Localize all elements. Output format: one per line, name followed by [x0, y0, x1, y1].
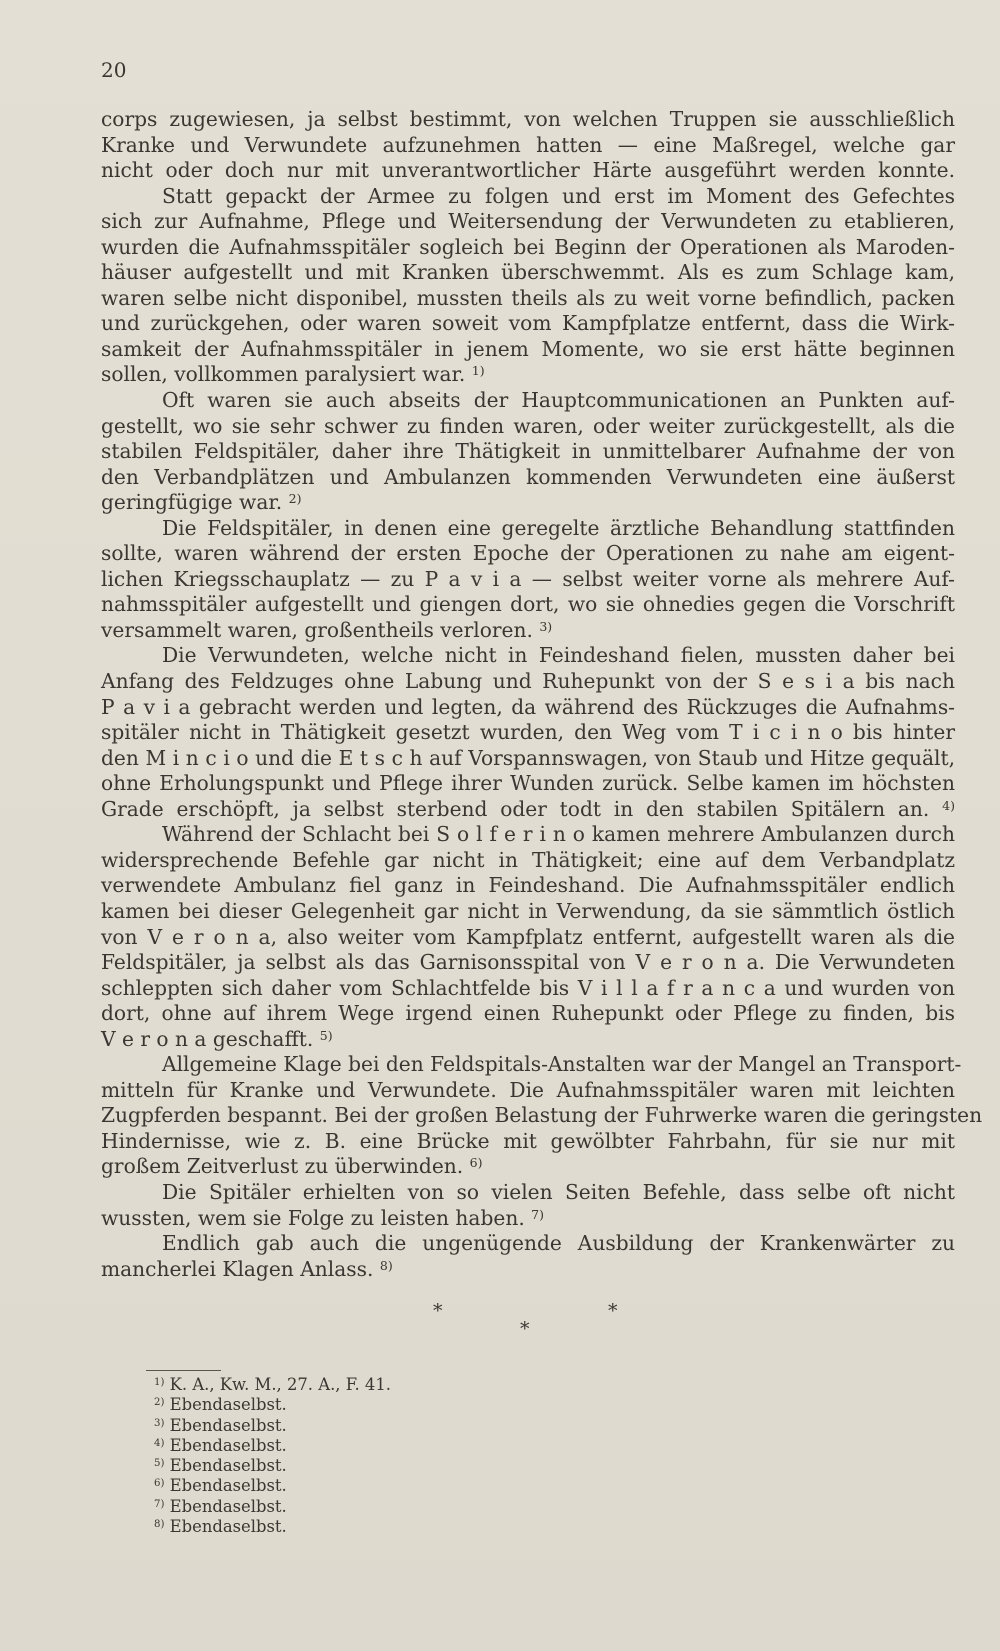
text-line [101, 848, 955, 874]
text-line [101, 107, 955, 133]
text-line [101, 695, 955, 721]
text-line [101, 286, 955, 312]
line-text: waren selbe nicht disponibel, mussten theils als zu weit vorne befindlich, packen [101, 285, 955, 310]
text-line [101, 976, 955, 1002]
text-line [101, 1206, 955, 1232]
footnote-mark: 1) [154, 1376, 165, 1388]
footnote-reference: 4) [942, 797, 955, 813]
line-text: Kranke und Verwundete aufzunehmen hatten — eine Maßregel, welche gar [101, 132, 955, 157]
footnote-text: Ebendaselbst. [169, 1415, 287, 1435]
footnote-reference: 5) [319, 1027, 333, 1043]
footnote-text: Ebendaselbst. [169, 1435, 287, 1455]
text-line [101, 592, 955, 618]
text-line [101, 643, 955, 669]
line-text: Zugpferden bespannt. Bei der großen Belastung der Fuhrwerke waren die geringsten [101, 1103, 983, 1128]
line-text: widersprechende Befehle gar nicht in Thätigkeit; eine auf dem Verbandplatz [101, 847, 955, 872]
line-text: den Verbandplätzen und Ambulanzen kommenden Verwundeten eine äußerst [101, 464, 955, 489]
footnote-reference: 2) [288, 490, 302, 506]
footnote-divider [146, 1370, 221, 1371]
footnote-reference: 1) [471, 363, 485, 379]
line-text: Die Spitäler erhielten von so vielen Seiten Befehle, dass selbe oft nicht [162, 1179, 955, 1204]
text-line [101, 797, 955, 823]
line-text: Die Verwundeten, welche nicht in Feindeshand fielen, mussten daher bei [162, 643, 955, 668]
text-line [101, 184, 955, 210]
line-text: sich zur Aufnahme, Pflege und Weitersendung der Verwundeten zu etablieren, [101, 209, 955, 234]
line-text: wussten, wem sie Folge zu leisten haben. [101, 1205, 525, 1230]
footnote-text: Ebendaselbst. [169, 1395, 287, 1415]
text-line [101, 771, 955, 797]
line-text: lichen Kriegsschauplatz — zu P a v i a — selbst weiter vorne als mehrere Auf- [101, 566, 955, 591]
page-number: 20 [101, 58, 127, 82]
footnote-mark: 4) [154, 1437, 165, 1449]
line-text: gestellt, wo sie sehr schwer zu finden waren, oder weiter zurückgestellt, als die [101, 413, 955, 438]
text-line [101, 311, 955, 337]
text-line [101, 516, 955, 542]
footnote [154, 1395, 391, 1415]
line-text: Anfang des Feldzuges ohne Labung und Ruhepunkt von der S e s i a bis nach [101, 669, 955, 694]
line-text: sollte, waren während der ersten Epoche der Operationen zu nahe am eigent- [101, 541, 955, 566]
text-line [101, 1257, 955, 1283]
line-text: großem Zeitverlust zu überwinden. [101, 1154, 464, 1179]
line-text: und zurückgehen, oder waren soweit vom Kampfplatze entfernt, dass die Wirk- [101, 311, 955, 336]
line-text: wurden die Aufnahmsspitäler sogleich bei Beginn der Operationen als Maroden- [101, 234, 955, 259]
text-line [101, 1027, 955, 1053]
line-text: V e r o n a geschafft. [101, 1026, 314, 1051]
line-text: dort, ohne auf ihrem Wege irgend einen Ruhepunkt oder Pflege zu finden, bis [101, 1001, 955, 1026]
text-line [101, 439, 955, 465]
asterisk: * [608, 1300, 618, 1322]
footnote-mark: 3) [154, 1417, 165, 1429]
body-text [101, 107, 983, 1282]
text-line [101, 899, 955, 925]
text-line [101, 133, 955, 159]
line-text: samkeit der Aufnahmsspitäler in jenem Momente, wo sie erst hätte beginnen [101, 336, 955, 361]
footnote-mark: 7) [154, 1498, 165, 1510]
line-text: häuser aufgestellt und mit Kranken überschwemmt. Als es zum Schlage kam, [101, 260, 955, 285]
text-line [101, 1129, 955, 1155]
line-text: nahmsspitäler aufgestellt und giengen dort, wo sie ohnedies gegen die Vorschrift [101, 592, 955, 617]
footnote-reference: 8) [379, 1257, 393, 1273]
footnote-reference: 3) [539, 618, 553, 634]
footnote [154, 1456, 391, 1476]
footnote-mark: 5) [154, 1458, 165, 1470]
footnote [154, 1476, 391, 1496]
line-text: von V e r o n a, also weiter vom Kampfplatz entfernt, aufgestellt waren als die [101, 924, 955, 949]
line-text: P a v i a gebracht werden und legten, da während des Rückzuges die Aufnahms- [101, 694, 955, 719]
line-text: ohne Erholungspunkt und Pflege ihrer Wunden zurück. Selbe kamen im höchsten [101, 771, 955, 796]
text-line [101, 618, 955, 644]
line-text: nicht oder doch nur mit unverantwortlicher Härte ausgeführt werden konnte. [101, 158, 955, 183]
footnote [154, 1517, 391, 1537]
text-line [101, 414, 955, 440]
text-line [101, 337, 955, 363]
footnote [154, 1497, 391, 1517]
text-line [101, 235, 955, 261]
text-line [101, 669, 955, 695]
text-line [101, 388, 955, 414]
footnote-text: Ebendaselbst. [169, 1496, 287, 1516]
text-line [101, 1154, 955, 1180]
text-line [101, 1001, 955, 1027]
footnote-text: Ebendaselbst. [169, 1476, 287, 1496]
line-text: spitäler nicht in Thätigkeit gesetzt wurden, den Weg vom T i c i n o bis hinter [101, 720, 955, 745]
line-text: Grade erschöpft, ja selbst sterbend oder todt in den stabilen Spitälern an. [101, 796, 930, 821]
line-text: sollen, vollkommen paralysiert war. [101, 362, 466, 387]
text-line [101, 1180, 955, 1206]
text-line [101, 1052, 962, 1078]
text-line [101, 746, 955, 772]
line-text: schleppten sich daher vom Schlachtfelde bis V i l l a f r a n c a und wurden von [101, 975, 955, 1000]
footnote-text: Ebendaselbst. [169, 1517, 287, 1537]
footnote [154, 1375, 391, 1395]
line-text: mitteln für Kranke und Verwundete. Die Aufnahmsspitäler waren mit leichten [101, 1077, 955, 1102]
footnote-reference: 7) [531, 1206, 545, 1222]
line-text: stabilen Feldspitäler, daher ihre Thätigkeit in unmittelbarer Aufnahme der von [101, 439, 955, 464]
text-line [101, 1078, 955, 1104]
footnote-text: Ebendaselbst. [169, 1456, 287, 1476]
line-text: mancherlei Klagen Anlass. [101, 1256, 374, 1281]
line-text: kamen bei dieser Gelegenheit gar nicht in Verwendung, da sie sämmtlich östlich [101, 898, 955, 923]
text-line [101, 490, 955, 516]
line-text: Feldspitäler, ja selbst als das Garnisonsspital von V e r o n a. Die Verwundeten [101, 950, 955, 975]
text-line [101, 465, 955, 491]
line-text: Während der Schlacht bei S o l f e r i n o kamen mehrere Ambulanzen durch [162, 822, 955, 847]
footnote [154, 1416, 391, 1436]
footnote-mark: 8) [154, 1519, 165, 1530]
footnote-text: K. A., Kw. M., 27. A., F. 41. [169, 1375, 391, 1394]
text-line [101, 822, 955, 848]
line-text: den M i n c i o und die E t s c h auf Vorspannswagen, von Staub und Hitze gequält, [101, 745, 955, 770]
text-line [101, 950, 955, 976]
line-text: Statt gepackt der Armee zu folgen und erst im Moment des Gefechtes [162, 183, 955, 208]
line-text: Hindernisse, wie z. B. eine Brücke mit gewölbter Fahrbahn, für sie nur mit [101, 1128, 955, 1153]
line-text: geringfügige war. [101, 490, 283, 515]
line-text: Endlich gab auch die ungenügende Ausbildung der Krankenwärter zu [162, 1231, 955, 1256]
footnotes [154, 1375, 391, 1537]
footnote-mark: 6) [154, 1478, 165, 1490]
text-line [101, 873, 955, 899]
text-line [101, 567, 955, 593]
line-text: corps zugewiesen, ja selbst bestimmt, von welchen Truppen sie ausschließlich [101, 107, 955, 131]
footnote-mark: 2) [154, 1397, 165, 1409]
text-line [101, 209, 955, 235]
footnote [154, 1436, 391, 1456]
text-line [101, 1103, 983, 1129]
text-line [101, 925, 955, 951]
footnote-reference: 6) [469, 1155, 483, 1171]
text-line [101, 720, 955, 746]
line-text: Die Feldspitäler, in denen eine geregelte ärztliche Behandlung stattfinden [162, 515, 955, 540]
text-line [101, 362, 955, 388]
asterisk: * [433, 1300, 443, 1322]
line-text: Oft waren sie auch abseits der Hauptcommunicationen an Punkten auf- [162, 388, 955, 413]
text-line [101, 158, 955, 184]
text-line [101, 260, 955, 286]
text-line [101, 1231, 955, 1257]
section-separator [0, 1300, 1000, 1340]
text-line [101, 541, 955, 567]
line-text: Allgemeine Klage bei den Feldspitals-Anstalten war der Mangel an Transport- [162, 1052, 962, 1077]
asterisk: * [520, 1318, 530, 1340]
line-text: verwendete Ambulanz fiel ganz in Feindeshand. Die Aufnahmsspitäler endlich [101, 873, 955, 898]
line-text: versammelt waren, großentheils verloren. [101, 617, 533, 642]
